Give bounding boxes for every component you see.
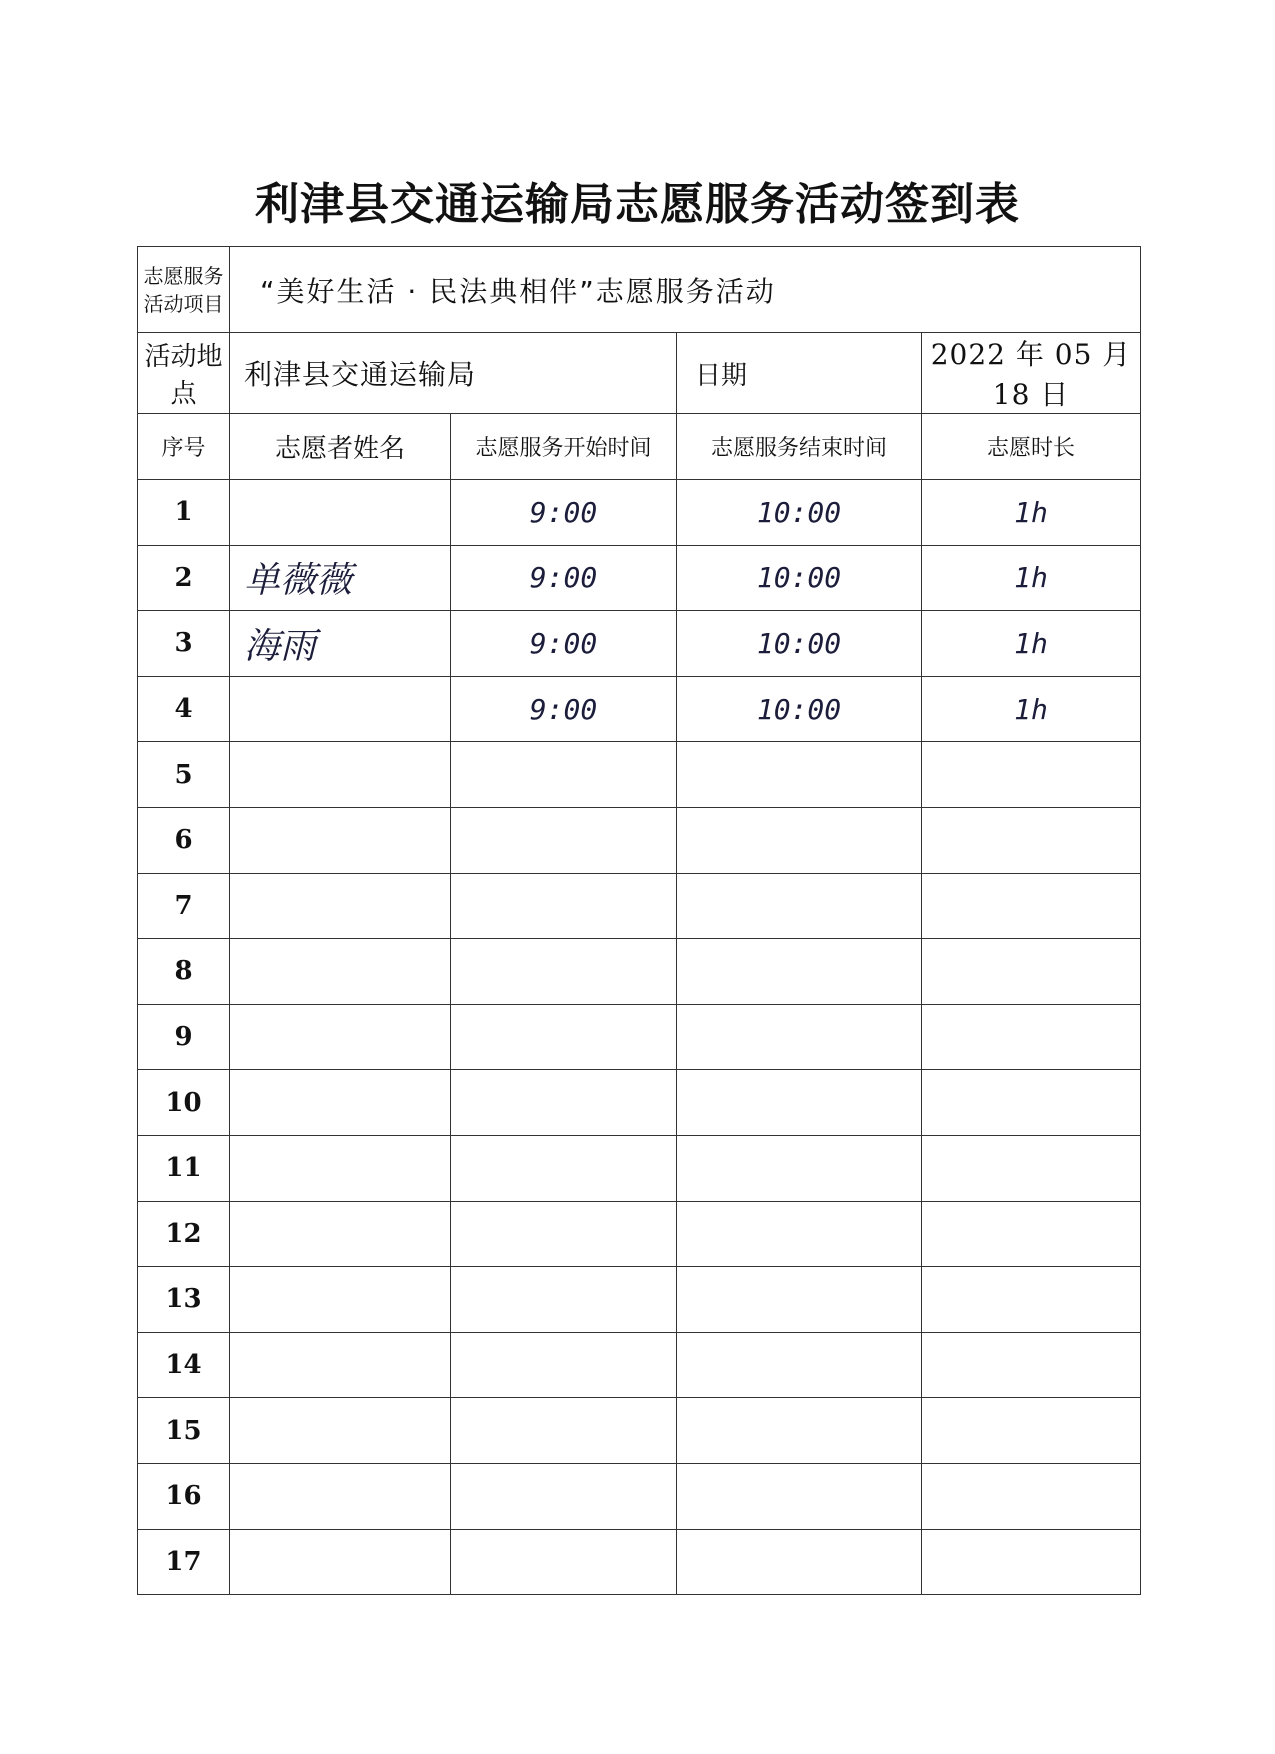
end-time [677, 1463, 922, 1529]
start-time: 9:00 [451, 545, 677, 611]
col-header-end: 志愿服务结束时间 [677, 414, 922, 480]
table-row [138, 1201, 1141, 1267]
table-row [138, 676, 1141, 742]
date-label: 日期 [677, 333, 922, 414]
duration [922, 1332, 1141, 1398]
table-row [138, 480, 1141, 546]
column-header-row [138, 414, 1141, 480]
table-row [138, 939, 1141, 1005]
duration: 1h [922, 545, 1141, 611]
row-number: 2 [138, 545, 230, 611]
end-time: 10:00 [677, 480, 922, 546]
table-row [138, 1332, 1141, 1398]
row-number: 1 [138, 480, 230, 546]
volunteer-name [230, 1135, 451, 1201]
table-row [138, 807, 1141, 873]
volunteer-name [230, 1398, 451, 1464]
volunteer-name [230, 676, 451, 742]
row-number: 8 [138, 939, 230, 1005]
row-number: 12 [138, 1201, 230, 1267]
duration [922, 742, 1141, 808]
row-number: 10 [138, 1070, 230, 1136]
col-header-name: 志愿者姓名 [230, 414, 451, 480]
table-row [138, 1070, 1141, 1136]
start-time [451, 1267, 677, 1333]
date-value: 2022 年 05 月 18 日 [922, 333, 1141, 414]
start-time: 9:00 [451, 611, 677, 677]
duration [922, 873, 1141, 939]
location-row [138, 333, 1141, 414]
table-row [138, 1398, 1141, 1464]
duration [922, 939, 1141, 1005]
volunteer-name [230, 1267, 451, 1333]
start-time [451, 742, 677, 808]
location-label: 活动地点 [138, 333, 230, 414]
signin-table [137, 246, 1141, 1595]
start-time: 9:00 [451, 676, 677, 742]
col-header-no: 序号 [138, 414, 230, 480]
col-header-duration: 志愿时长 [922, 414, 1141, 480]
duration [922, 1004, 1141, 1070]
duration [922, 1267, 1141, 1333]
col-header-start: 志愿服务开始时间 [451, 414, 677, 480]
table-row [138, 1135, 1141, 1201]
volunteer-name: 海雨 [230, 611, 451, 677]
start-time [451, 873, 677, 939]
row-number: 15 [138, 1398, 230, 1464]
start-time [451, 1135, 677, 1201]
start-time [451, 1398, 677, 1464]
project-value: “美好生活 · 民法典相伴”志愿服务活动 [230, 247, 1141, 333]
row-number: 5 [138, 742, 230, 808]
end-time [677, 873, 922, 939]
row-number: 11 [138, 1135, 230, 1201]
row-number: 4 [138, 676, 230, 742]
duration [922, 1135, 1141, 1201]
duration [922, 1070, 1141, 1136]
start-time [451, 1463, 677, 1529]
table-row [138, 1267, 1141, 1333]
volunteer-name [230, 939, 451, 1005]
duration [922, 807, 1141, 873]
table-row [138, 611, 1141, 677]
end-time [677, 1398, 922, 1464]
volunteer-name [230, 1463, 451, 1529]
end-time: 10:00 [677, 611, 922, 677]
duration: 1h [922, 480, 1141, 546]
row-number: 14 [138, 1332, 230, 1398]
page-title: 利津县交通运输局志愿服务活动签到表 [255, 179, 1020, 230]
project-label-cell [138, 247, 230, 333]
table-row [138, 873, 1141, 939]
project-label: 志愿服务活动项目 [143, 263, 224, 316]
end-time [677, 1201, 922, 1267]
table-row [138, 742, 1141, 808]
volunteer-name [230, 1070, 451, 1136]
end-time [677, 1135, 922, 1201]
start-time [451, 807, 677, 873]
volunteer-name [230, 1529, 451, 1595]
volunteer-name: 单薇薇 [230, 545, 451, 611]
row-number: 7 [138, 873, 230, 939]
start-time [451, 1004, 677, 1070]
start-time: 9:00 [451, 480, 677, 546]
end-time [677, 1070, 922, 1136]
duration: 1h [922, 676, 1141, 742]
duration [922, 1398, 1141, 1464]
end-time [677, 1332, 922, 1398]
start-time [451, 1529, 677, 1595]
location-value: 利津县交通运输局 [230, 333, 677, 414]
volunteer-name [230, 807, 451, 873]
volunteer-name [230, 873, 451, 939]
end-time: 10:00 [677, 545, 922, 611]
end-time [677, 807, 922, 873]
start-time [451, 939, 677, 1005]
start-time [451, 1332, 677, 1398]
duration [922, 1201, 1141, 1267]
duration [922, 1529, 1141, 1595]
row-number: 9 [138, 1004, 230, 1070]
end-time [677, 1004, 922, 1070]
start-time [451, 1070, 677, 1136]
table-row [138, 1463, 1141, 1529]
row-number: 13 [138, 1267, 230, 1333]
volunteer-name [230, 1201, 451, 1267]
duration: 1h [922, 611, 1141, 677]
duration [922, 1463, 1141, 1529]
table-row [138, 1004, 1141, 1070]
volunteer-name [230, 1332, 451, 1398]
table-row [138, 1529, 1141, 1595]
end-time [677, 1267, 922, 1333]
end-time [677, 742, 922, 808]
end-time [677, 1529, 922, 1595]
end-time: 10:00 [677, 676, 922, 742]
table-row [138, 545, 1141, 611]
row-number: 16 [138, 1463, 230, 1529]
volunteer-name [230, 1004, 451, 1070]
row-number: 6 [138, 807, 230, 873]
start-time [451, 1201, 677, 1267]
volunteer-name [230, 480, 451, 546]
row-number: 17 [138, 1529, 230, 1595]
volunteer-name [230, 742, 451, 808]
end-time [677, 939, 922, 1005]
row-number: 3 [138, 611, 230, 677]
project-row [138, 247, 1141, 333]
